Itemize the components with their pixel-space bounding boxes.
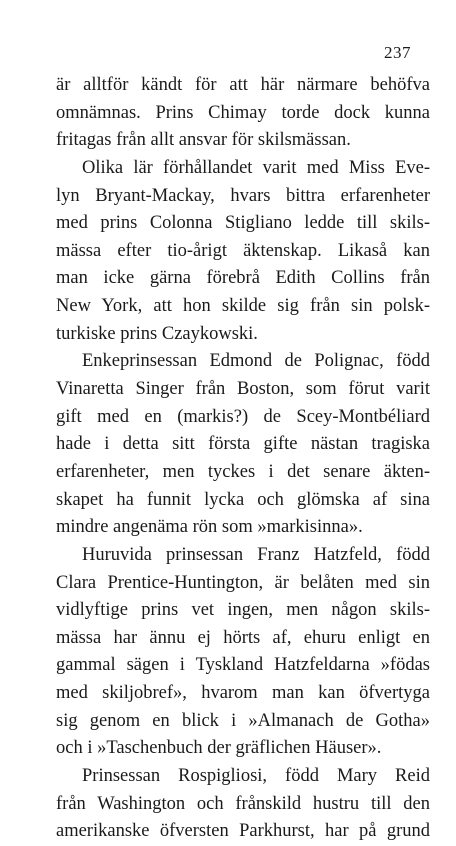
text-line: Olika lär förhållandet varit med Miss Eve- — [82, 157, 430, 178]
text-line: erfarenheter, men tyckes i det senare äkten- — [56, 461, 430, 482]
text-line: Huruvida prinsessan Franz Hatzfeld, född — [82, 544, 430, 565]
text-line: Prinsessan Rospigliosi, född Mary Reid — [82, 766, 430, 787]
text-line: fritagas från allt ansvar för skilsmässan. — [56, 130, 351, 151]
text-line: från Washington och frånskild hustru till den — [56, 793, 430, 814]
text-line: Enkeprinsessan Edmond de Polignac, född — [82, 351, 430, 372]
text-line: lyn Bryant-Mackay, hvars bittra erfarenheter — [56, 185, 430, 206]
text-line: Clara Prentice-Huntington, är belåten med sin — [56, 572, 430, 593]
text-line: amerikanske öfversten Parkhurst, har på grund — [56, 821, 430, 842]
text-line: New York, att hon skilde sig från sin polsk- — [56, 296, 430, 317]
page-number: 237 — [384, 43, 411, 62]
text-line: med skiljobref», hvarom man kan öfvertyga — [56, 683, 430, 704]
text-line: och i »Taschenbuch der gräflichen Häuser». — [56, 738, 382, 759]
text-line: skapet ha funnit lycka och glömska af sina — [56, 489, 430, 510]
text-line: mässa efter tio-årigt äktenskap. Likaså kan — [56, 240, 430, 261]
text-line: med prins Colonna Stigliano ledde till skils- — [56, 213, 430, 234]
text-line: vidlyftige prins vet ingen, men någon skils- — [56, 600, 430, 621]
text-line: omnämnas. Prins Chimay torde dock kunna — [56, 102, 430, 123]
text-line: är alltför kändt för att här närmare behöfva — [56, 75, 430, 95]
text-line: mässa har ännu ej hörts af, ehuru enligt en — [56, 627, 430, 648]
text-line: sig genom en blick i »Almanach de Gotha» — [56, 710, 430, 731]
text-line: turkiske prins Czaykowski. — [56, 323, 258, 344]
text-line: hade i detta sitt första gifte nästan tragiska — [56, 434, 430, 455]
text-line: gift med en (markis?) de Scey-Montbéliard — [56, 406, 430, 427]
text-line: gammal sägen i Tyskland Hatzfeldarna »födas — [56, 655, 430, 676]
text-line: Vinaretta Singer från Boston, som förut varit — [56, 379, 430, 400]
text-line: mindre angenäma rön som »markisinna». — [56, 517, 363, 538]
text-line: man icke gärna förebrå Edith Collins från — [56, 268, 430, 289]
body-text — [56, 72, 430, 846]
